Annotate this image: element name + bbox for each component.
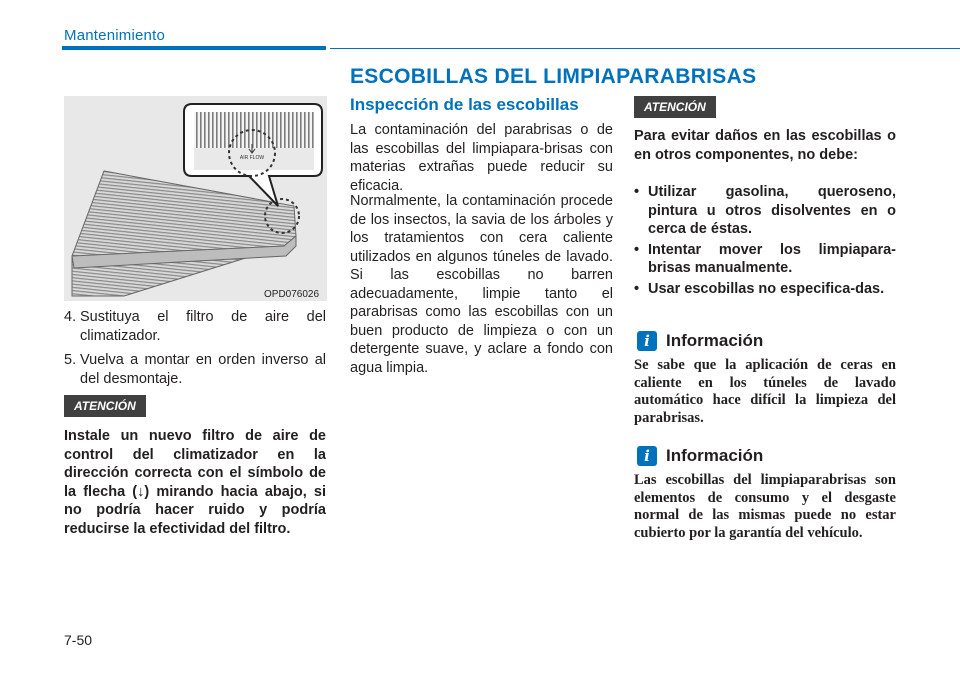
caution-badge: ATENCIÓN [64,395,146,417]
bullet-icon: • [634,184,640,200]
callout-label: AIR FLOW [239,155,265,161]
list-item [634,241,896,278]
step-number: 4. [64,309,77,325]
filter-illustration [64,96,327,301]
header-rule-thin [330,48,960,49]
air-filter-drawing [64,96,327,301]
page-number: 7-50 [64,632,93,648]
step-number: 5. [64,352,77,368]
list-item [64,308,326,345]
info-heading [637,446,763,466]
figure-code: OPD076026 [264,289,320,300]
page-title: ESCOBILLAS DEL LIMPIAPARABRISAS [350,65,757,88]
section-label: Mantenimiento [64,27,165,44]
bullet-text: Intentar mover los limpiapara-brisas manualmente. [648,241,896,276]
paragraph: Normalmente, la contaminación procede de los insectos, la savia de los árboles y los tratamientos con cera caliente utilizados en algunos túneles de lavado. Si las escobillas no barren adecuadamente, limpie tanto el parabrisas como las escobillas con un buen producto de limpieza o con un detergente suave, y aclare a fondo con agua limpia. [350,193,613,376]
header-rule-thick [62,46,326,50]
info-text: Se sabe que la aplicación de ceras en caliente en los túneles de lavado automático hace difícil la limpieza del parabrisas. [634,357,896,426]
info-icon: i [637,446,657,466]
steps-list [64,308,326,394]
caution-badge: ATENCIÓN [634,96,716,118]
bullet-text: Usar escobillas no especifica-das. [648,280,885,297]
info-text: Las escobillas del limpiaparabrisas son elementos de consumo y el desgaste normal de las mismas puede no estar cubierto por la garantía del vehículo. [634,472,896,541]
paragraph: La contaminación del parabrisas o de las escobillas del limpiapara-brisas con materias extrañas puede reducir su eficacia. [350,122,613,194]
bullet-text: Utilizar gasolina, queroseno, pintura u otros disolventes en o cerca de éstas. [648,184,896,237]
list-item [634,280,896,299]
caution-intro: Para evitar daños en las escobillas o en otros componentes, no debe: [634,128,896,163]
caution-list [634,183,896,300]
caution-text: Instale un nuevo filtro de aire de control del climatizador en la dirección correcta con el símbolo de la flecha (↓) mirando hacia abajo, si no podría hacer ruido y podría reducirse la efectividad del filtro. [64,428,326,537]
step-text: Vuelva a montar en orden inverso al del desmontaje. [80,352,326,387]
list-item [64,351,326,388]
info-title: Información [666,446,764,465]
bullet-icon: • [634,280,640,297]
list-item [634,183,896,239]
section-heading: Inspección de las escobillas [350,95,579,114]
info-title: Información [666,331,764,350]
info-heading [637,331,763,351]
step-text: Sustituya el filtro de aire del climatizador. [80,309,326,344]
info-icon: i [637,331,657,351]
bullet-icon: • [634,241,640,258]
